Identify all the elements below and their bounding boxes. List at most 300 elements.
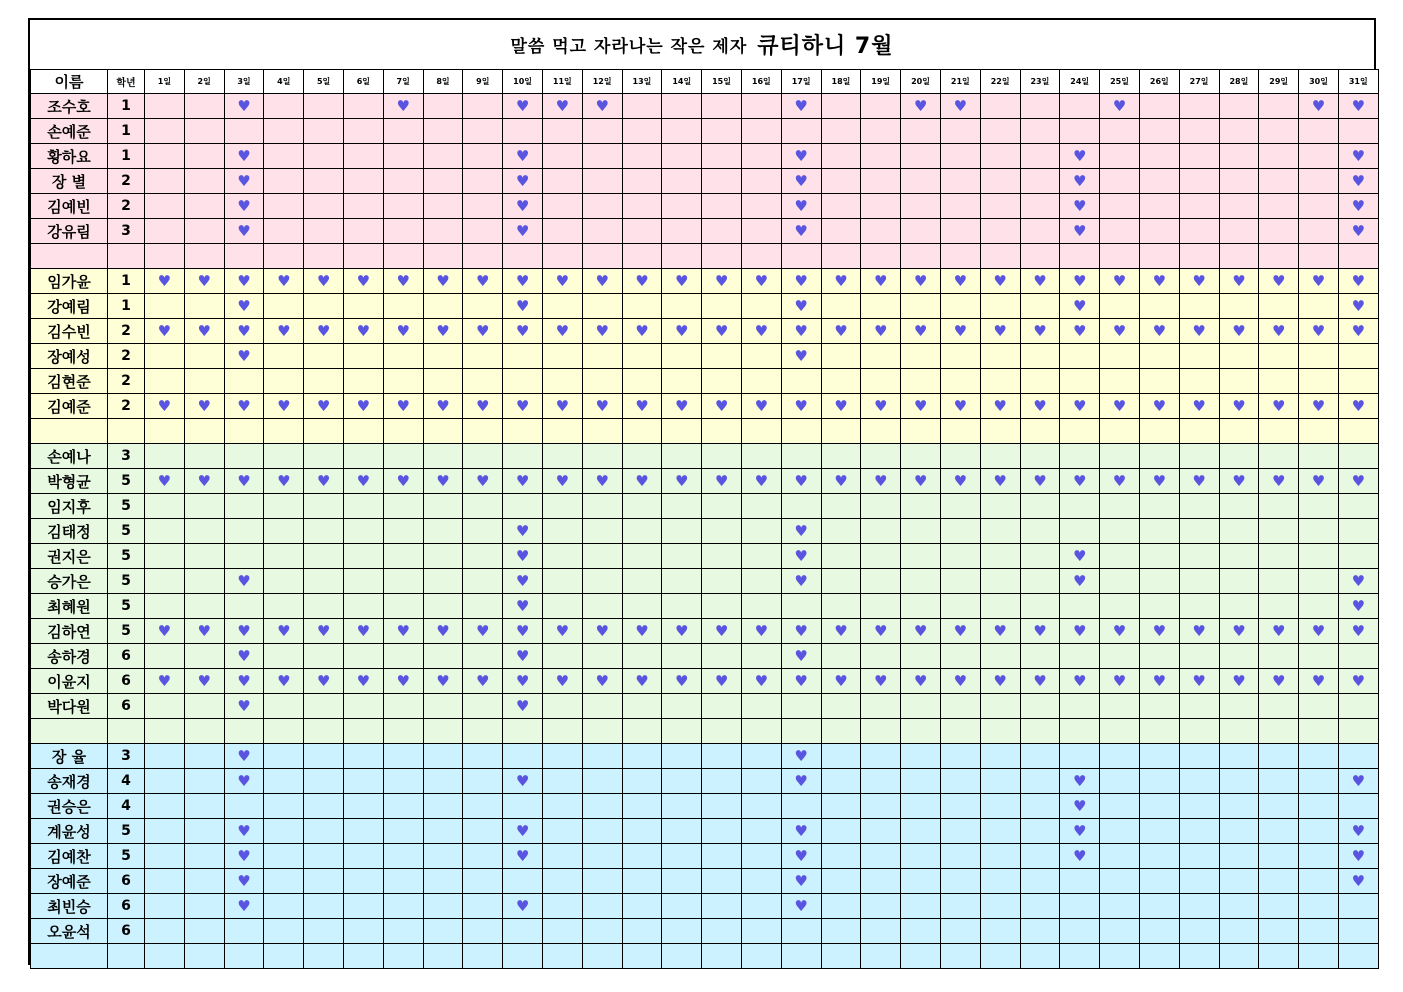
day-cell xyxy=(861,869,901,894)
empty-cell xyxy=(304,944,344,969)
day-cell xyxy=(582,919,622,944)
heart-icon: ♥ xyxy=(503,294,543,319)
header-day: 9일 xyxy=(463,70,503,94)
day-cell xyxy=(1299,794,1339,819)
day-cell xyxy=(662,344,702,369)
table-row xyxy=(31,619,1379,644)
day-cell xyxy=(1139,694,1179,719)
heart-icon: ♥ xyxy=(1100,319,1140,344)
heart-icon: ♥ xyxy=(423,394,463,419)
heart-icon: ♥ xyxy=(582,669,622,694)
header-day: 29일 xyxy=(1259,70,1299,94)
day-cell xyxy=(702,569,742,594)
heart-icon: ♥ xyxy=(1299,669,1339,694)
empty-cell xyxy=(940,244,980,269)
day-cell xyxy=(1100,769,1140,794)
day-cell xyxy=(503,744,543,769)
heart-icon: ♥ xyxy=(1060,469,1100,494)
day-cell xyxy=(463,169,503,194)
heart-icon: ♥ xyxy=(781,344,821,369)
day-cell xyxy=(145,294,185,319)
day-cell xyxy=(264,194,304,219)
day-cell xyxy=(463,544,503,569)
heart-icon: ♥ xyxy=(145,619,185,644)
day-cell xyxy=(463,919,503,944)
heart-icon: ♥ xyxy=(582,394,622,419)
day-cell xyxy=(383,594,423,619)
day-cell xyxy=(861,594,901,619)
heart-icon: ♥ xyxy=(702,669,742,694)
day-cell xyxy=(184,294,224,319)
heart-icon: ♥ xyxy=(1338,94,1378,119)
day-cell xyxy=(821,119,861,144)
header-day: 1일 xyxy=(145,70,185,94)
heart-icon: ♥ xyxy=(224,769,264,794)
day-cell xyxy=(503,869,543,894)
heart-icon: ♥ xyxy=(980,469,1020,494)
student-grade: 5 xyxy=(108,819,145,844)
day-cell xyxy=(1219,544,1259,569)
day-cell xyxy=(1179,869,1219,894)
day-cell xyxy=(821,594,861,619)
heart-icon: ♥ xyxy=(1100,94,1140,119)
day-cell xyxy=(582,144,622,169)
empty-cell xyxy=(542,944,582,969)
student-grade: 4 xyxy=(108,769,145,794)
day-cell xyxy=(702,794,742,819)
day-cell xyxy=(1020,294,1060,319)
student-grade: 5 xyxy=(108,594,145,619)
day-cell xyxy=(1259,569,1299,594)
day-cell xyxy=(224,519,264,544)
student-grade: 1 xyxy=(108,119,145,144)
header-day: 16일 xyxy=(741,70,781,94)
day-cell xyxy=(741,644,781,669)
day-cell xyxy=(1338,494,1378,519)
day-cell xyxy=(702,694,742,719)
heart-icon: ♥ xyxy=(940,669,980,694)
heart-icon: ♥ xyxy=(463,319,503,344)
empty-cell xyxy=(622,244,662,269)
student-grade: 5 xyxy=(108,569,145,594)
day-cell xyxy=(343,644,383,669)
heart-icon: ♥ xyxy=(662,269,702,294)
empty-cell xyxy=(463,419,503,444)
day-cell xyxy=(940,294,980,319)
header-day: 27일 xyxy=(1179,70,1219,94)
day-cell xyxy=(264,844,304,869)
empty-cell xyxy=(224,244,264,269)
day-cell xyxy=(901,744,941,769)
empty-cell xyxy=(1299,244,1339,269)
day-cell xyxy=(264,544,304,569)
empty-cell xyxy=(741,944,781,969)
empty-cell xyxy=(224,944,264,969)
day-cell xyxy=(622,694,662,719)
day-cell xyxy=(1219,694,1259,719)
day-cell xyxy=(463,344,503,369)
day-cell xyxy=(940,894,980,919)
day-cell xyxy=(980,644,1020,669)
day-cell xyxy=(304,444,344,469)
day-cell xyxy=(1139,519,1179,544)
day-cell xyxy=(980,294,1020,319)
heart-icon: ♥ xyxy=(343,394,383,419)
day-cell xyxy=(343,869,383,894)
empty-cell xyxy=(383,419,423,444)
heart-icon: ♥ xyxy=(224,144,264,169)
empty-cell xyxy=(108,944,145,969)
day-cell xyxy=(1020,94,1060,119)
day-cell xyxy=(821,844,861,869)
day-cell xyxy=(542,594,582,619)
heart-icon: ♥ xyxy=(343,269,383,294)
empty-cell xyxy=(503,244,543,269)
student-name: 김태정 xyxy=(31,519,108,544)
day-cell xyxy=(1179,594,1219,619)
heart-icon: ♥ xyxy=(622,669,662,694)
day-cell xyxy=(1179,194,1219,219)
heart-icon: ♥ xyxy=(503,319,543,344)
empty-cell xyxy=(1219,244,1259,269)
student-name: 장 별 xyxy=(31,169,108,194)
day-cell xyxy=(1299,219,1339,244)
empty-cell xyxy=(1259,719,1299,744)
day-cell xyxy=(383,119,423,144)
day-cell xyxy=(1020,544,1060,569)
empty-cell xyxy=(264,944,304,969)
day-cell xyxy=(821,744,861,769)
heart-icon: ♥ xyxy=(821,669,861,694)
day-cell xyxy=(463,744,503,769)
heart-icon: ♥ xyxy=(1259,319,1299,344)
day-cell xyxy=(901,769,941,794)
day-cell xyxy=(184,519,224,544)
heart-icon: ♥ xyxy=(1219,469,1259,494)
heart-icon: ♥ xyxy=(503,544,543,569)
heart-icon: ♥ xyxy=(781,319,821,344)
day-cell xyxy=(622,344,662,369)
day-cell xyxy=(662,144,702,169)
day-cell xyxy=(304,844,344,869)
day-cell xyxy=(423,369,463,394)
day-cell xyxy=(1020,769,1060,794)
day-cell xyxy=(980,894,1020,919)
header-day: 18일 xyxy=(821,70,861,94)
empty-cell xyxy=(861,944,901,969)
table-row xyxy=(31,344,1379,369)
day-cell xyxy=(1219,219,1259,244)
day-cell xyxy=(1060,644,1100,669)
day-cell xyxy=(980,519,1020,544)
student-grade: 2 xyxy=(108,194,145,219)
empty-cell xyxy=(1179,419,1219,444)
day-cell xyxy=(542,794,582,819)
day-cell xyxy=(702,519,742,544)
day-cell xyxy=(343,119,383,144)
day-cell xyxy=(622,869,662,894)
day-cell xyxy=(184,494,224,519)
day-cell xyxy=(304,119,344,144)
empty-cell xyxy=(1020,944,1060,969)
heart-icon: ♥ xyxy=(224,344,264,369)
student-name: 강예림 xyxy=(31,294,108,319)
header-day: 23일 xyxy=(1020,70,1060,94)
day-cell xyxy=(861,119,901,144)
day-cell xyxy=(423,219,463,244)
heart-icon: ♥ xyxy=(542,619,582,644)
day-cell xyxy=(224,794,264,819)
day-cell xyxy=(343,544,383,569)
day-cell xyxy=(304,769,344,794)
heart-icon: ♥ xyxy=(503,594,543,619)
empty-cell xyxy=(1299,719,1339,744)
day-cell xyxy=(1338,519,1378,544)
heart-icon: ♥ xyxy=(1020,669,1060,694)
day-cell xyxy=(184,444,224,469)
attendance-table xyxy=(30,69,1379,969)
empty-cell xyxy=(1299,419,1339,444)
heart-icon: ♥ xyxy=(1060,394,1100,419)
empty-cell xyxy=(423,419,463,444)
day-cell xyxy=(662,594,702,619)
day-cell xyxy=(1259,819,1299,844)
heart-icon: ♥ xyxy=(582,619,622,644)
day-cell xyxy=(1179,769,1219,794)
day-cell xyxy=(901,144,941,169)
heart-icon: ♥ xyxy=(1179,469,1219,494)
day-cell xyxy=(1100,644,1140,669)
heart-icon: ♥ xyxy=(702,319,742,344)
day-cell xyxy=(821,344,861,369)
day-cell xyxy=(1179,744,1219,769)
heart-icon: ♥ xyxy=(1139,269,1179,294)
day-cell xyxy=(1100,894,1140,919)
heart-icon: ♥ xyxy=(781,269,821,294)
day-cell xyxy=(1139,569,1179,594)
day-cell xyxy=(901,519,941,544)
day-cell xyxy=(145,894,185,919)
heart-icon: ♥ xyxy=(1060,844,1100,869)
day-cell xyxy=(542,219,582,244)
heart-icon: ♥ xyxy=(383,619,423,644)
day-cell xyxy=(1139,444,1179,469)
empty-cell xyxy=(184,719,224,744)
student-name: 승가은 xyxy=(31,569,108,594)
day-cell xyxy=(861,544,901,569)
day-cell xyxy=(821,694,861,719)
day-cell xyxy=(861,194,901,219)
heart-icon: ♥ xyxy=(901,94,941,119)
empty-cell xyxy=(463,944,503,969)
header-day: 30일 xyxy=(1299,70,1339,94)
empty-cell xyxy=(423,944,463,969)
heart-icon: ♥ xyxy=(423,269,463,294)
day-cell xyxy=(940,794,980,819)
heart-icon: ♥ xyxy=(304,469,344,494)
day-cell xyxy=(1100,569,1140,594)
day-cell xyxy=(1299,144,1339,169)
day-cell xyxy=(940,219,980,244)
empty-cell xyxy=(145,719,185,744)
day-cell xyxy=(343,344,383,369)
empty-cell xyxy=(1100,944,1140,969)
empty-cell xyxy=(1060,244,1100,269)
day-cell xyxy=(1020,519,1060,544)
heart-icon: ♥ xyxy=(622,269,662,294)
day-cell xyxy=(622,444,662,469)
day-cell xyxy=(1299,744,1339,769)
student-name: 오윤석 xyxy=(31,919,108,944)
day-cell xyxy=(184,819,224,844)
table-row xyxy=(31,744,1379,769)
day-cell xyxy=(1179,494,1219,519)
empty-cell xyxy=(901,944,941,969)
student-grade: 3 xyxy=(108,219,145,244)
day-cell xyxy=(145,694,185,719)
day-cell xyxy=(1219,794,1259,819)
day-cell xyxy=(145,144,185,169)
heart-icon: ♥ xyxy=(423,619,463,644)
table-row xyxy=(31,519,1379,544)
day-cell xyxy=(662,369,702,394)
day-cell xyxy=(503,919,543,944)
heart-icon: ♥ xyxy=(1338,844,1378,869)
day-cell xyxy=(1020,844,1060,869)
heart-icon: ♥ xyxy=(901,394,941,419)
table-row xyxy=(31,769,1379,794)
heart-icon: ♥ xyxy=(343,469,383,494)
heart-icon: ♥ xyxy=(1338,219,1378,244)
day-cell xyxy=(423,869,463,894)
day-cell xyxy=(861,819,901,844)
day-cell xyxy=(1219,169,1259,194)
heart-icon: ♥ xyxy=(781,544,821,569)
student-name: 김예빈 xyxy=(31,194,108,219)
day-cell xyxy=(1060,919,1100,944)
empty-cell xyxy=(184,419,224,444)
day-cell xyxy=(184,794,224,819)
day-cell xyxy=(1100,144,1140,169)
day-cell xyxy=(861,844,901,869)
day-cell xyxy=(224,544,264,569)
heart-icon: ♥ xyxy=(224,394,264,419)
heart-icon: ♥ xyxy=(224,669,264,694)
day-cell xyxy=(1020,694,1060,719)
day-cell xyxy=(1338,444,1378,469)
empty-cell xyxy=(781,419,821,444)
day-cell xyxy=(1179,644,1219,669)
day-cell xyxy=(1299,844,1339,869)
heart-icon: ♥ xyxy=(463,394,503,419)
empty-cell xyxy=(1179,719,1219,744)
student-grade: 5 xyxy=(108,844,145,869)
heart-icon: ♥ xyxy=(224,294,264,319)
day-cell xyxy=(1139,919,1179,944)
heart-icon: ♥ xyxy=(861,619,901,644)
day-cell xyxy=(940,494,980,519)
day-cell xyxy=(343,819,383,844)
day-cell xyxy=(343,919,383,944)
heart-icon: ♥ xyxy=(1179,669,1219,694)
heart-icon: ♥ xyxy=(224,94,264,119)
heart-icon: ♥ xyxy=(1060,169,1100,194)
empty-cell xyxy=(1299,944,1339,969)
day-cell xyxy=(662,294,702,319)
day-cell xyxy=(662,444,702,469)
day-cell xyxy=(423,344,463,369)
day-cell xyxy=(383,819,423,844)
day-cell xyxy=(343,844,383,869)
header-row xyxy=(31,70,1379,94)
day-cell xyxy=(1139,744,1179,769)
day-cell xyxy=(1100,369,1140,394)
day-cell xyxy=(1179,444,1219,469)
day-cell xyxy=(145,544,185,569)
day-cell xyxy=(463,694,503,719)
heart-icon: ♥ xyxy=(901,469,941,494)
day-cell xyxy=(662,194,702,219)
empty-cell xyxy=(1139,944,1179,969)
day-cell xyxy=(1338,644,1378,669)
student-grade: 4 xyxy=(108,794,145,819)
heart-icon: ♥ xyxy=(304,394,344,419)
day-cell xyxy=(264,569,304,594)
day-cell xyxy=(264,169,304,194)
heart-icon: ♥ xyxy=(383,469,423,494)
day-cell xyxy=(145,594,185,619)
heart-icon: ♥ xyxy=(1219,619,1259,644)
day-cell xyxy=(463,219,503,244)
empty-cell xyxy=(343,244,383,269)
day-cell xyxy=(622,494,662,519)
day-cell xyxy=(1219,444,1259,469)
heart-icon: ♥ xyxy=(503,644,543,669)
day-cell xyxy=(383,569,423,594)
day-cell xyxy=(1219,119,1259,144)
heart-icon: ♥ xyxy=(1338,319,1378,344)
student-grade: 1 xyxy=(108,294,145,319)
day-cell xyxy=(145,369,185,394)
day-cell xyxy=(503,494,543,519)
heart-icon: ♥ xyxy=(1060,319,1100,344)
day-cell xyxy=(741,219,781,244)
day-cell xyxy=(304,169,344,194)
day-cell xyxy=(1219,869,1259,894)
day-cell xyxy=(1020,644,1060,669)
day-cell xyxy=(542,544,582,569)
header-day: 5일 xyxy=(304,70,344,94)
student-name: 김현준 xyxy=(31,369,108,394)
day-cell xyxy=(662,219,702,244)
heart-icon: ♥ xyxy=(781,569,821,594)
day-cell xyxy=(264,919,304,944)
heart-icon: ♥ xyxy=(1259,469,1299,494)
heart-icon: ♥ xyxy=(1060,144,1100,169)
day-cell xyxy=(582,694,622,719)
header-day: 15일 xyxy=(702,70,742,94)
day-cell xyxy=(184,144,224,169)
day-cell xyxy=(582,119,622,144)
day-cell xyxy=(861,894,901,919)
empty-cell xyxy=(224,719,264,744)
heart-icon: ♥ xyxy=(781,94,821,119)
blank-row xyxy=(31,944,1379,969)
day-cell xyxy=(980,194,1020,219)
day-cell xyxy=(702,594,742,619)
heart-icon: ♥ xyxy=(1219,269,1259,294)
heart-icon: ♥ xyxy=(861,394,901,419)
